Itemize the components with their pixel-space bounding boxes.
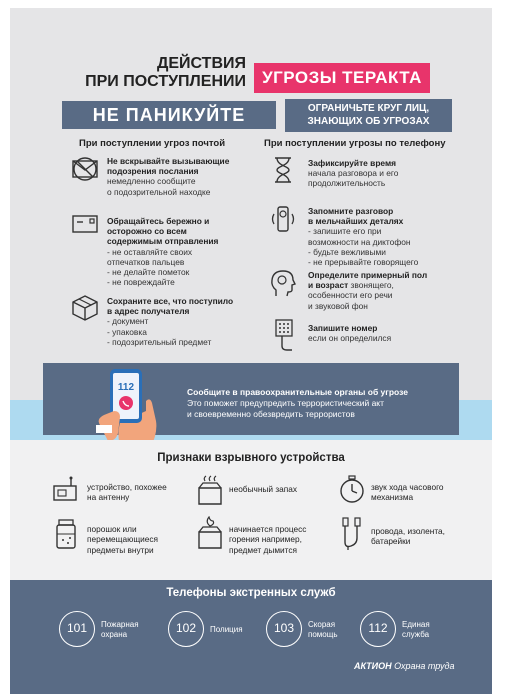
sign-clock: звук хода часового механизма xyxy=(371,482,444,503)
mail-item-3: Сохраните все, что поступило в адрес получателя - документ - упаковка - подозрительный предмет xyxy=(107,296,234,347)
wires-icon xyxy=(339,516,365,550)
limit-line-1: ОГРАНИЧЬТЕ КРУГ ЛИЦ, xyxy=(307,103,430,114)
emergency-title: Телефоны экстренных служб xyxy=(166,587,336,599)
envelope-icon xyxy=(71,213,99,235)
sign-burning: начинается процесс горения например, предмет дымится xyxy=(229,524,307,555)
svg-text:112: 112 xyxy=(117,382,135,393)
no-open-envelope-icon xyxy=(71,156,99,182)
voice-recorder-icon xyxy=(268,204,298,234)
package-icon xyxy=(70,293,100,321)
brand-logo: АКТИОН Охрана труда xyxy=(354,661,455,671)
sign-powder: порошок или перемещающиеся предметы внутри xyxy=(87,524,159,555)
burning-box-icon xyxy=(195,516,225,550)
header-line-1: ДЕЙСТВИЯ xyxy=(156,55,246,72)
smelly-box-icon xyxy=(195,474,225,506)
signs-title: Признаки взрывного устройства xyxy=(157,452,345,464)
phone-item-3: Определите примерный пол и возраст звонящего, особенности его речи и звуковой фон xyxy=(308,270,428,311)
phone-item-1: Зафиксируйте время начала разговора и его продолжительность xyxy=(308,158,399,189)
antenna-device-icon xyxy=(52,476,78,504)
service-number-102: 102 xyxy=(168,611,204,647)
sign-smell: необычный запах xyxy=(229,484,298,494)
service-number-103: 103 xyxy=(266,611,302,647)
phone-column-title: При поступлении угрозы по телефону xyxy=(264,138,446,149)
powder-jar-icon xyxy=(54,518,78,550)
phone-keypad-icon xyxy=(272,318,296,352)
phone-item-4: Запишите номер если он определился xyxy=(308,323,392,344)
mail-item-1: Не вскрывайте вызывающие подозрения послания немедленно сообщите о подозрительной находке xyxy=(107,156,230,197)
phone-hand-icon xyxy=(90,363,170,449)
report-text: Сообщите в правоохранительные органы об угрозе Это поможет предупредить террористический акт и своевременно обезвредить террористов xyxy=(187,387,408,419)
threat-banner: УГРОЗЫ ТЕРАКТА xyxy=(254,63,430,93)
mail-item-2: Обращайтесь бережно и осторожно со всем содержимым отправления - не оставляйте своих отпечатков пальцев - не делайте пометок - не повреждайте xyxy=(107,216,219,288)
hourglass-icon xyxy=(272,156,294,184)
header-line-2: ПРИ ПОСТУПЛЕНИИ xyxy=(85,73,246,90)
phone-item-2: Запомните разговор в мельчайших деталях - запишите его при возможности на диктофон - будьте вежливыми - не прерывайте говорящего xyxy=(308,206,419,268)
service-number-112: 112 xyxy=(360,611,396,647)
header-title xyxy=(62,55,246,91)
head-profile-icon xyxy=(268,268,298,298)
sign-wires: провода, изолента, батарейки xyxy=(371,526,445,547)
service-label-112: Единая служба xyxy=(402,620,430,639)
service-label-101: Пожарная охрана xyxy=(101,620,139,639)
sign-antenna: устройство, похожее на антенну xyxy=(87,482,167,503)
limit-line-2: ЗНАЮЩИХ ОБ УГРОЗАХ xyxy=(307,116,430,127)
service-label-102: Полиция xyxy=(210,625,243,634)
mail-column-title: При поступлении угроз почтой xyxy=(79,138,226,149)
dont-panic-banner: НЕ ПАНИКУЙТЕ xyxy=(62,101,276,129)
limit-circle-banner xyxy=(285,99,452,132)
poster xyxy=(10,8,492,694)
stopwatch-icon xyxy=(338,474,366,504)
service-label-103: Скорая помощь xyxy=(308,620,338,639)
service-number-101: 101 xyxy=(59,611,95,647)
